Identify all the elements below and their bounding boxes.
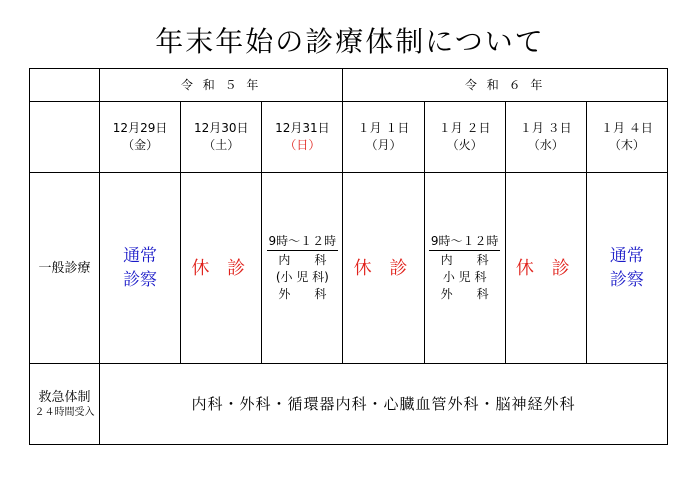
emergency-row [30,364,668,445]
corner-cell [30,69,100,102]
emergency-label: 救急体制 [38,390,91,405]
general-care-label: 一般診療 [30,173,100,364]
date-cell-1231: 12月31日 （日） [262,102,343,173]
closed-cell-0101: 休 診 [343,173,424,364]
general-care-row [30,173,668,364]
date-cell-1229: 12月29日 （金） [100,102,181,173]
closed-cell-0103: 休 診 [505,173,586,364]
date-cell-0104: １月 ４日 （木） [586,102,667,173]
date-label-cell [30,102,100,173]
page-title: 年末年始の診療体制について [155,25,545,58]
hours-cell-0102: 9時～１２時 内 科 小 児 科 外 科 [424,173,505,364]
hours-cell-1231: 9時～１２時 内 科 (小 児 科) 外 科 [262,173,343,364]
year-reiwa5: 令 和 ５ 年 [100,69,343,102]
date-cell-0103: １月 ３日 （水） [505,102,586,173]
emergency-departments: 内科・外科・循環器内科・心臓血管外科・脳神経外科 [100,364,668,445]
date-cell-1230: 12月30日 （土） [181,102,262,173]
schedule-table [29,68,668,445]
date-header-row [30,102,668,173]
normal-cell-1229: 通常 診察 [100,173,181,364]
year-header-row [30,69,668,102]
sunday-label: （日） [284,138,321,152]
emergency-sublabel: ２４時間受入 [34,407,95,418]
closed-cell-1230: 休 診 [181,173,262,364]
normal-cell-0104: 通常 診察 [586,173,667,364]
date-cell-0102: １月 ２日 （火） [424,102,505,173]
date-cell-0101: １月 １日 （月） [343,102,424,173]
emergency-label-cell [30,364,100,445]
year-reiwa6: 令 和 ６ 年 [343,69,668,102]
